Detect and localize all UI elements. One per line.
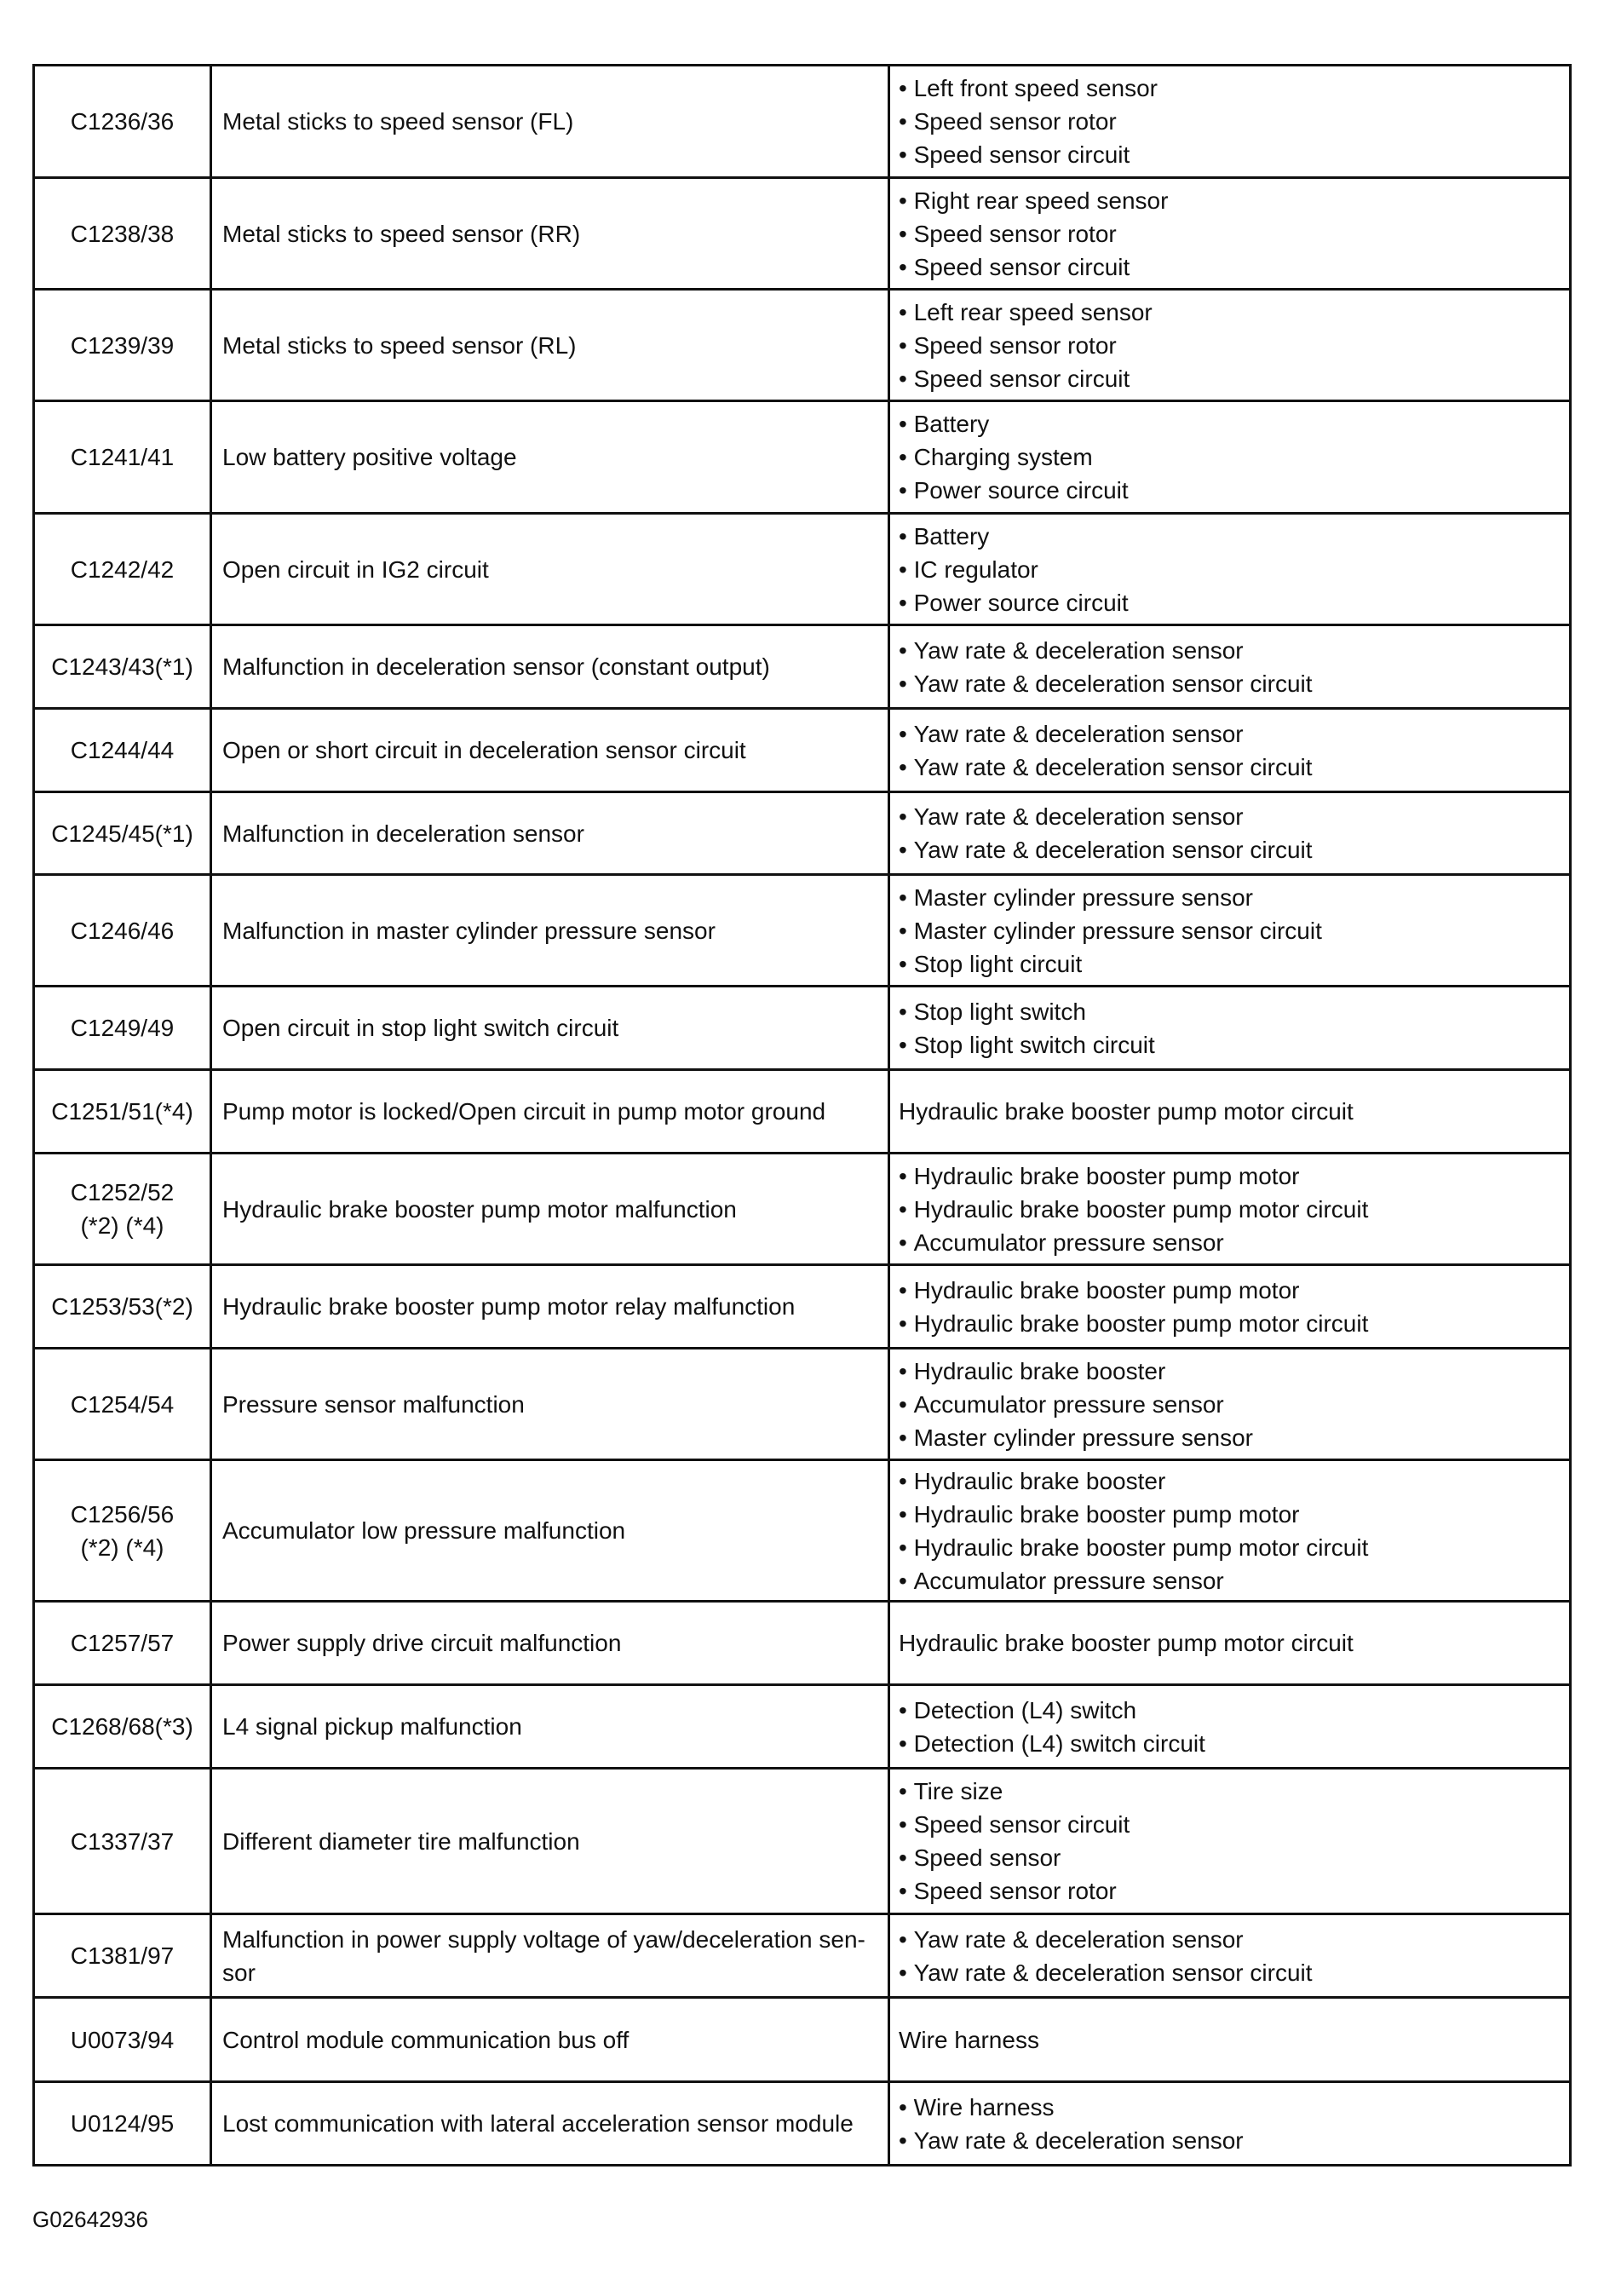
detection-condition-cell	[211, 401, 889, 514]
detection-condition: Different diameter tire malfunction	[222, 1827, 580, 1855]
trouble-area-item: • Yaw rate & deceleration sensor circuit	[899, 1956, 1561, 1989]
trouble-area-list	[899, 1274, 1561, 1340]
dtc-code-cell	[34, 709, 211, 792]
detection-condition-cell	[211, 792, 889, 875]
trouble-area-cell	[889, 2082, 1571, 2166]
trouble-area-item: • Hydraulic brake booster	[899, 1355, 1561, 1388]
detection-condition: Power supply drive circuit malfunction	[222, 1630, 622, 1656]
dtc-code: C1241/41	[70, 444, 175, 470]
trouble-area-item: • Hydraulic brake booster pump motor circuit	[899, 1193, 1561, 1226]
trouble-area-cell	[889, 1914, 1571, 1998]
trouble-area-cell	[889, 1349, 1571, 1460]
dtc-code: C1238/38	[70, 220, 175, 247]
dtc-code: C1381/97	[70, 1942, 175, 1969]
dtc-code-cell	[34, 1070, 211, 1154]
trouble-area-item: • Yaw rate & deceleration sensor circuit	[899, 751, 1561, 784]
trouble-area-list	[899, 296, 1561, 395]
detection-condition: L4 signal pickup malfunction	[222, 1713, 522, 1740]
detection-condition-cell	[211, 290, 889, 401]
table-row	[34, 792, 1571, 875]
trouble-area-item: • Battery	[899, 520, 1561, 553]
trouble-area-item: • Yaw rate & deceleration sensor	[899, 2124, 1561, 2157]
trouble-area-list	[899, 1923, 1561, 1989]
detection-condition-cell	[211, 1070, 889, 1154]
table-row	[34, 875, 1571, 987]
dtc-table-body	[34, 66, 1571, 2166]
detection-condition-cell	[211, 1154, 889, 1265]
dtc-code-cell	[34, 1685, 211, 1769]
dtc-code: C1337/37	[70, 1827, 175, 1855]
trouble-area-item: • Accumulator pressure sensor	[899, 1564, 1561, 1597]
detection-condition-cell	[211, 1998, 889, 2082]
dtc-code-note: (*2) (*4)	[80, 1212, 164, 1239]
dtc-code-cell	[34, 1998, 211, 2082]
dtc-code: U0073/94	[70, 2026, 175, 2053]
trouble-area-item: • Hydraulic brake booster pump motor	[899, 1498, 1561, 1531]
trouble-area-item: • Power source circuit	[899, 474, 1561, 507]
trouble-area-list	[899, 1160, 1561, 1259]
trouble-area-item: • IC regulator	[899, 553, 1561, 586]
figure-id: G02642936	[32, 2207, 148, 2232]
trouble-area-item: • Yaw rate & deceleration sensor	[899, 800, 1561, 833]
table-row	[34, 1070, 1571, 1154]
detection-condition-cell	[211, 625, 889, 709]
detection-condition: Hydraulic brake booster pump motor malfunction	[222, 1195, 737, 1223]
trouble-area-item: • Speed sensor	[899, 1841, 1561, 1874]
dtc-table	[32, 64, 1572, 2167]
dtc-code-cell	[34, 290, 211, 401]
dtc-code-cell	[34, 792, 211, 875]
trouble-area-item: • Left front speed sensor	[899, 72, 1561, 105]
trouble-area-item: • Tire size	[899, 1775, 1561, 1808]
table-row	[34, 1154, 1571, 1265]
trouble-area-list	[899, 995, 1561, 1062]
detection-condition: Pump motor is locked/Open circuit in pump motor ground	[222, 1098, 826, 1125]
detection-condition-cell	[211, 1769, 889, 1914]
table-row	[34, 1602, 1571, 1685]
table-row	[34, 1914, 1571, 1998]
trouble-area-item: • Master cylinder pressure sensor	[899, 881, 1561, 914]
dtc-code-cell	[34, 66, 211, 178]
dtc-code-cell	[34, 2082, 211, 2166]
detection-condition: Malfunction in deceleration sensor (constant output)	[222, 653, 770, 680]
trouble-area-list	[899, 634, 1561, 700]
dtc-code-cell	[34, 178, 211, 290]
trouble-area-cell	[889, 1998, 1571, 2082]
detection-condition-cell	[211, 178, 889, 290]
trouble-area-list	[899, 1464, 1561, 1597]
table-row	[34, 290, 1571, 401]
trouble-area-item: • Hydraulic brake booster	[899, 1464, 1561, 1498]
dtc-code: C1242/42	[70, 555, 175, 583]
detection-condition-cell	[211, 2082, 889, 2166]
dtc-code-cell	[34, 401, 211, 514]
trouble-area-list	[899, 520, 1561, 619]
detection-condition: Open or short circuit in deceleration sensor circuit	[222, 737, 746, 763]
table-row	[34, 1998, 1571, 2082]
detection-condition: Control module communication bus off	[222, 2026, 630, 2053]
trouble-area-list	[899, 407, 1561, 507]
detection-condition-cell	[211, 1914, 889, 1998]
trouble-area-list	[899, 800, 1561, 866]
dtc-code: C1253/53(*2)	[51, 1293, 193, 1320]
table-row	[34, 709, 1571, 792]
dtc-code-cell	[34, 987, 211, 1070]
detection-condition: Lost communication with lateral acceleration sensor module	[222, 2110, 854, 2137]
table-row	[34, 1349, 1571, 1460]
trouble-area-text: Wire harness	[899, 2026, 1039, 2053]
table-row	[34, 2082, 1571, 2166]
dtc-code: C1251/51(*4)	[51, 1098, 193, 1125]
trouble-area-cell	[889, 987, 1571, 1070]
dtc-code: C1244/44	[70, 737, 175, 763]
dtc-code-cell	[34, 1265, 211, 1349]
detection-condition-cell	[211, 1265, 889, 1349]
trouble-area-item: • Stop light circuit	[899, 947, 1561, 981]
table-row	[34, 514, 1571, 625]
trouble-area-item: • Speed sensor rotor	[899, 329, 1561, 362]
trouble-area-item: • Charging system	[899, 440, 1561, 474]
trouble-area-item: • Yaw rate & deceleration sensor	[899, 634, 1561, 667]
trouble-area-list	[899, 2091, 1561, 2157]
trouble-area-item: • Speed sensor rotor	[899, 217, 1561, 250]
table-row	[34, 178, 1571, 290]
trouble-area-item: • Stop light switch circuit	[899, 1028, 1561, 1062]
dtc-code-cell	[34, 1914, 211, 1998]
table-row	[34, 1685, 1571, 1769]
table-row	[34, 1460, 1571, 1602]
detection-condition: Low battery positive voltage	[222, 444, 517, 470]
trouble-area-list	[899, 1775, 1561, 1908]
trouble-area-item: • Yaw rate & deceleration sensor circuit	[899, 667, 1561, 700]
trouble-area-cell	[889, 401, 1571, 514]
trouble-area-item: • Battery	[899, 407, 1561, 440]
trouble-area-text: Hydraulic brake booster pump motor circuit	[899, 1630, 1354, 1656]
dtc-code: C1268/68(*3)	[51, 1713, 193, 1740]
detection-condition-cell	[211, 1685, 889, 1769]
dtc-code: C1243/43(*1)	[51, 653, 193, 680]
trouble-area-list	[899, 717, 1561, 784]
trouble-area-list	[899, 1694, 1561, 1760]
detection-condition: Metal sticks to speed sensor (RL)	[222, 331, 577, 359]
dtc-code: C1257/57	[70, 1630, 175, 1656]
dtc-code: C1245/45(*1)	[51, 820, 193, 847]
trouble-area-item: • Hydraulic brake booster pump motor	[899, 1160, 1561, 1193]
trouble-area-item: • Hydraulic brake booster pump motor circuit	[899, 1307, 1561, 1340]
trouble-area-cell	[889, 514, 1571, 625]
trouble-area-cell	[889, 178, 1571, 290]
trouble-area-item: • Left rear speed sensor	[899, 296, 1561, 329]
trouble-area-item: • Yaw rate & deceleration sensor	[899, 717, 1561, 751]
trouble-area-cell	[889, 1154, 1571, 1265]
trouble-area-item: • Speed sensor rotor	[899, 105, 1561, 138]
trouble-area-cell	[889, 66, 1571, 178]
dtc-code-cell	[34, 1769, 211, 1914]
trouble-area-item: • Master cylinder pressure sensor	[899, 1421, 1561, 1454]
dtc-code: C1254/54	[70, 1390, 175, 1418]
detection-condition: Hydraulic brake booster pump motor relay malfunction	[222, 1293, 796, 1320]
trouble-area-item: • Master cylinder pressure sensor circuit	[899, 914, 1561, 947]
detection-condition-cell	[211, 66, 889, 178]
detection-condition-cell	[211, 1460, 889, 1602]
trouble-area-cell	[889, 792, 1571, 875]
trouble-area-cell	[889, 709, 1571, 792]
detection-condition: Pressure sensor malfunction	[222, 1390, 525, 1418]
trouble-area-item: • Accumulator pressure sensor	[899, 1388, 1561, 1421]
trouble-area-list	[899, 184, 1561, 284]
dtc-code-note: (*2) (*4)	[80, 1534, 164, 1561]
trouble-area-list	[899, 881, 1561, 981]
dtc-code-cell	[34, 1460, 211, 1602]
dtc-code-cell	[34, 875, 211, 987]
dtc-code-cell	[34, 1602, 211, 1685]
trouble-area-text: Hydraulic brake booster pump motor circuit	[899, 1098, 1354, 1125]
trouble-area-item: • Stop light switch	[899, 995, 1561, 1028]
detection-condition-cell	[211, 987, 889, 1070]
detection-condition-cell	[211, 514, 889, 625]
detection-condition-cell	[211, 1349, 889, 1460]
trouble-area-cell	[889, 1460, 1571, 1602]
trouble-area-item: • Detection (L4) switch	[899, 1694, 1561, 1727]
trouble-area-item: • Speed sensor rotor	[899, 1874, 1561, 1908]
detection-condition-cell	[211, 875, 889, 987]
dtc-code: C1246/46	[70, 917, 175, 944]
table-row	[34, 1265, 1571, 1349]
trouble-area-item: • Speed sensor circuit	[899, 250, 1561, 284]
detection-condition: Accumulator low pressure malfunction	[222, 1517, 626, 1544]
trouble-area-cell	[889, 1769, 1571, 1914]
dtc-code-cell	[34, 1154, 211, 1265]
trouble-area-item: • Wire harness	[899, 2091, 1561, 2124]
table-row	[34, 1769, 1571, 1914]
trouble-area-cell	[889, 875, 1571, 987]
dtc-code-cell	[34, 514, 211, 625]
detection-condition: Malfunction in power supply voltage of yaw/deceleration sen-	[222, 1925, 865, 1953]
detection-condition-continued: sor	[222, 1959, 256, 1986]
trouble-area-cell	[889, 290, 1571, 401]
table-row	[34, 401, 1571, 514]
trouble-area-list	[899, 1355, 1561, 1454]
detection-condition: Malfunction in master cylinder pressure sensor	[222, 917, 716, 944]
trouble-area-list	[899, 72, 1561, 171]
dtc-code: U0124/95	[70, 2110, 175, 2137]
dtc-code-cell	[34, 1349, 211, 1460]
trouble-area-item: • Speed sensor circuit	[899, 138, 1561, 171]
trouble-area-item: • Hydraulic brake booster pump motor	[899, 1274, 1561, 1307]
dtc-code: C1249/49	[70, 1015, 175, 1041]
table-row	[34, 66, 1571, 178]
detection-condition: Malfunction in deceleration sensor	[222, 820, 584, 847]
detection-condition-cell	[211, 1602, 889, 1685]
trouble-area-cell	[889, 1265, 1571, 1349]
detection-condition: Open circuit in stop light switch circuit	[222, 1015, 619, 1041]
trouble-area-item: • Accumulator pressure sensor	[899, 1226, 1561, 1259]
dtc-code: C1256/56	[70, 1500, 175, 1528]
table-row	[34, 625, 1571, 709]
trouble-area-item: • Hydraulic brake booster pump motor circuit	[899, 1531, 1561, 1564]
trouble-area-item: • Right rear speed sensor	[899, 184, 1561, 217]
trouble-area-item: • Yaw rate & deceleration sensor	[899, 1923, 1561, 1956]
dtc-code: C1239/39	[70, 331, 175, 359]
dtc-code-cell	[34, 625, 211, 709]
table-row	[34, 987, 1571, 1070]
detection-condition-cell	[211, 709, 889, 792]
trouble-area-item: • Power source circuit	[899, 586, 1561, 619]
trouble-area-item: • Yaw rate & deceleration sensor circuit	[899, 833, 1561, 866]
detection-condition: Open circuit in IG2 circuit	[222, 555, 489, 583]
dtc-code: C1236/36	[70, 108, 175, 135]
trouble-area-item: • Detection (L4) switch circuit	[899, 1727, 1561, 1760]
detection-condition: Metal sticks to speed sensor (RR)	[222, 220, 581, 247]
detection-condition: Metal sticks to speed sensor (FL)	[222, 108, 574, 135]
trouble-area-item: • Speed sensor circuit	[899, 362, 1561, 395]
trouble-area-cell	[889, 1602, 1571, 1685]
trouble-area-item: • Speed sensor circuit	[899, 1808, 1561, 1841]
trouble-area-cell	[889, 625, 1571, 709]
trouble-area-cell	[889, 1685, 1571, 1769]
trouble-area-cell	[889, 1070, 1571, 1154]
dtc-code: C1252/52	[70, 1179, 175, 1206]
